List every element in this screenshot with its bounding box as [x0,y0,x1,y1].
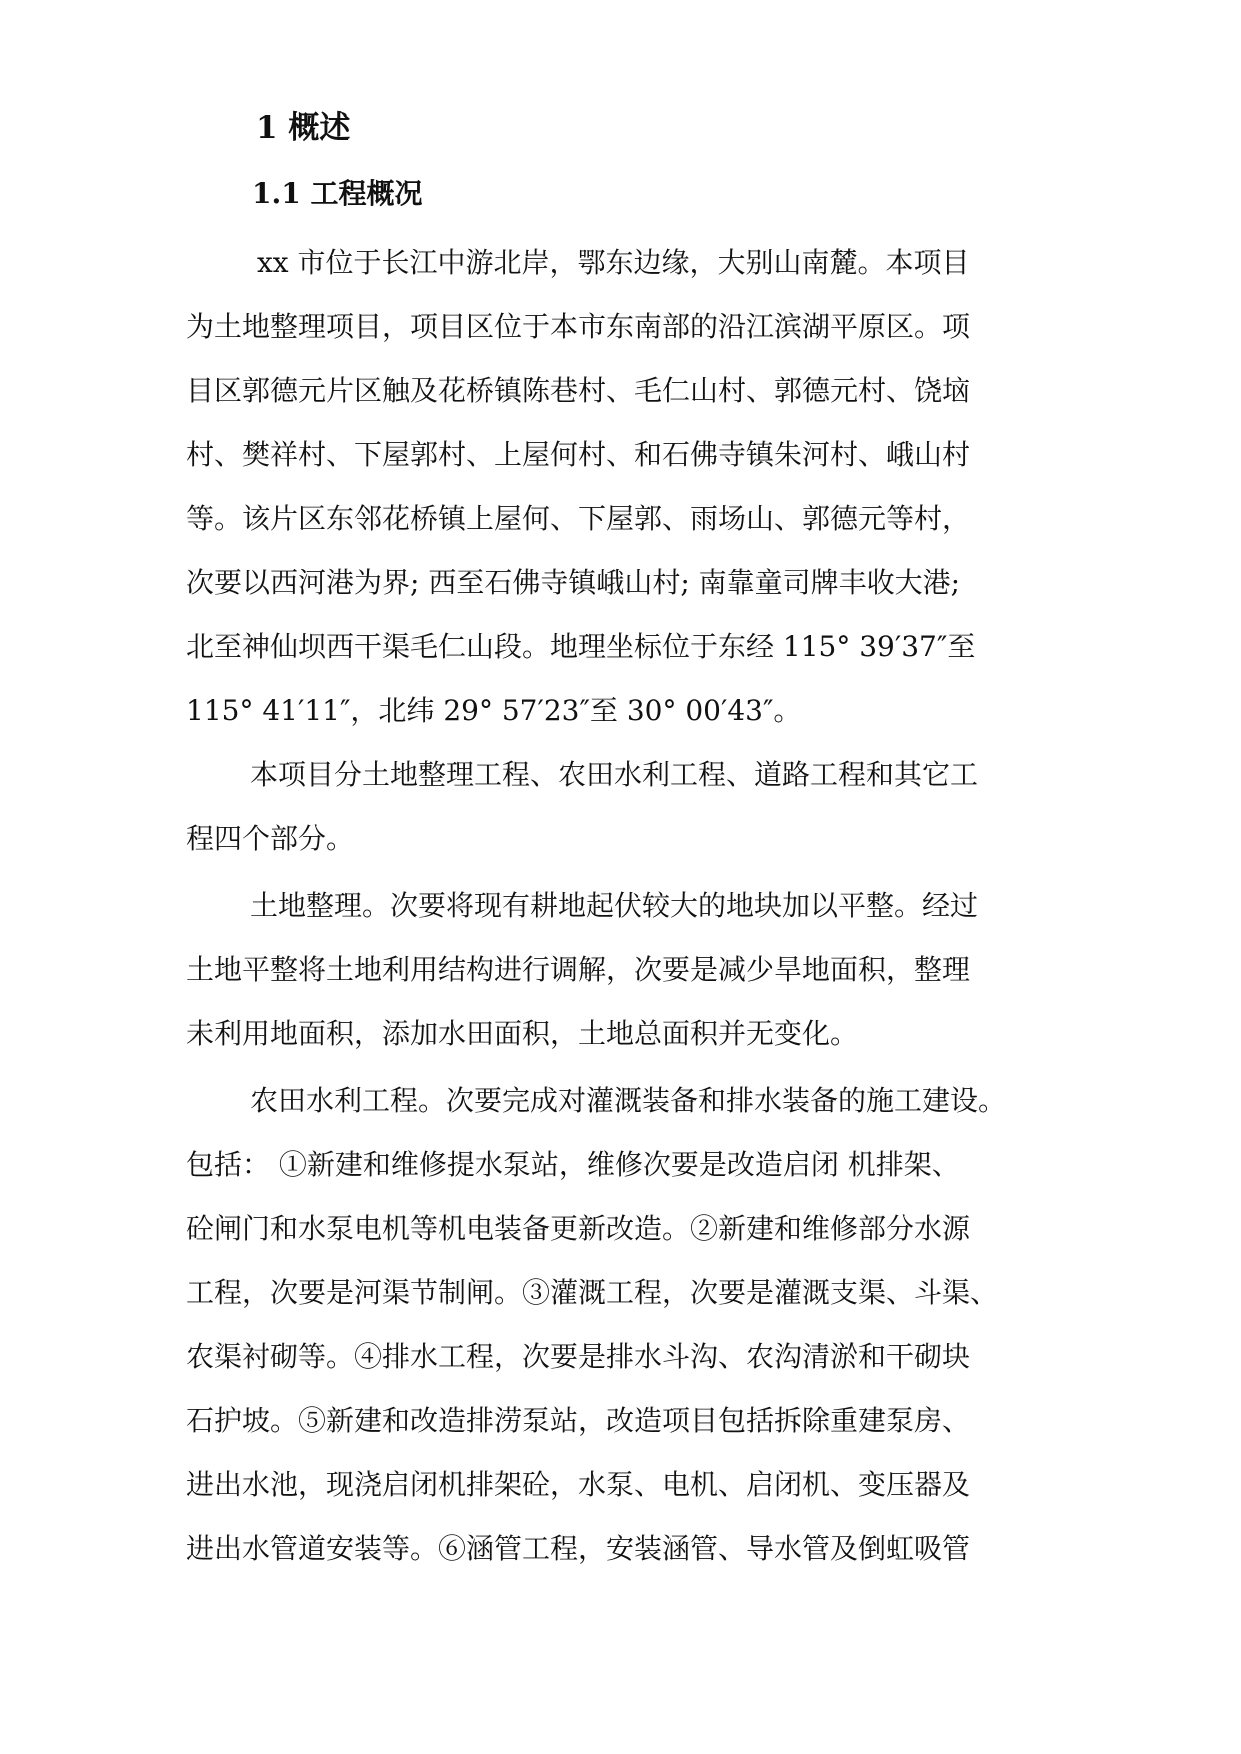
body-line: 北至神仙坝西干渠毛仁山段。地理坐标位于东经 115° 39′37″至 [186,630,976,663]
body-line: 石护坡。⑤新建和改造排涝泵站，改造项目包括拆除重建泵房、 [186,1404,971,1437]
body-line: 农田水利工程。次要完成对灌溉装备和排水装备的施工建设。 [250,1084,1007,1117]
body-line: 砼闸门和水泵电机等机电装备更新改造。②新建和维修部分水源 [186,1212,971,1245]
section-heading: 1.1 工程概况 [252,177,423,210]
body-line: 次要以西河港为界; 西至石佛寺镇峨山村; 南靠童司牌丰收大港; [186,566,961,599]
body-line: 土地整理。次要将现有耕地起伏较大的地块加以平整。经过 [250,889,979,922]
chapter-heading: 1 概述 [256,110,351,146]
body-line: 等。该片区东邻花桥镇上屋何、下屋郭、雨场山、郭德元等村， [186,502,971,535]
body-line: 工程，次要是河渠节制闸。③灌溉工程，次要是灌溉支渠、斗渠、 [186,1276,999,1309]
body-line: 村、樊祥村、下屋郭村、上屋何村、和石佛寺镇朱河村、峨山村 [186,438,971,471]
body-line: 未利用地面积，添加水田面积，土地总面积并无变化。 [186,1017,859,1050]
body-line: 土地平整将土地利用结构进行调解，次要是减少旱地面积，整理 [186,953,971,986]
body-line: 本项目分土地整理工程、农田水利工程、道路工程和其它工 [250,758,979,791]
body-line: 包括： ①新建和维修提水泵站，维修次要是改造启闭 机排架、 [186,1148,960,1181]
body-line: 程四个部分。 [186,822,355,855]
body-line: 目区郭德元片区触及花桥镇陈巷村、毛仁山村、郭德元村、饶垴 [186,374,971,407]
body-line: 115° 41′11″，北纬 29° 57′23″至 30° 00′43″。 [186,694,802,727]
body-line: 进出水池，现浇启闭机排架砼，水泵、电机、启闭机、变压器及 [186,1468,971,1501]
body-line: xx 市位于长江中游北岸，鄂东边缘，大别山南麓。本项目 [257,246,970,279]
body-line: 农渠衬砌等。④排水工程，次要是排水斗沟、农沟清淤和干砌块 [186,1340,971,1373]
body-line: 进出水管道安装等。⑥涵管工程，安装涵管、导水管及倒虹吸管 [186,1532,971,1565]
body-line: 为土地整理项目，项目区位于本市东南部的沿江滨湖平原区。项 [186,310,971,343]
